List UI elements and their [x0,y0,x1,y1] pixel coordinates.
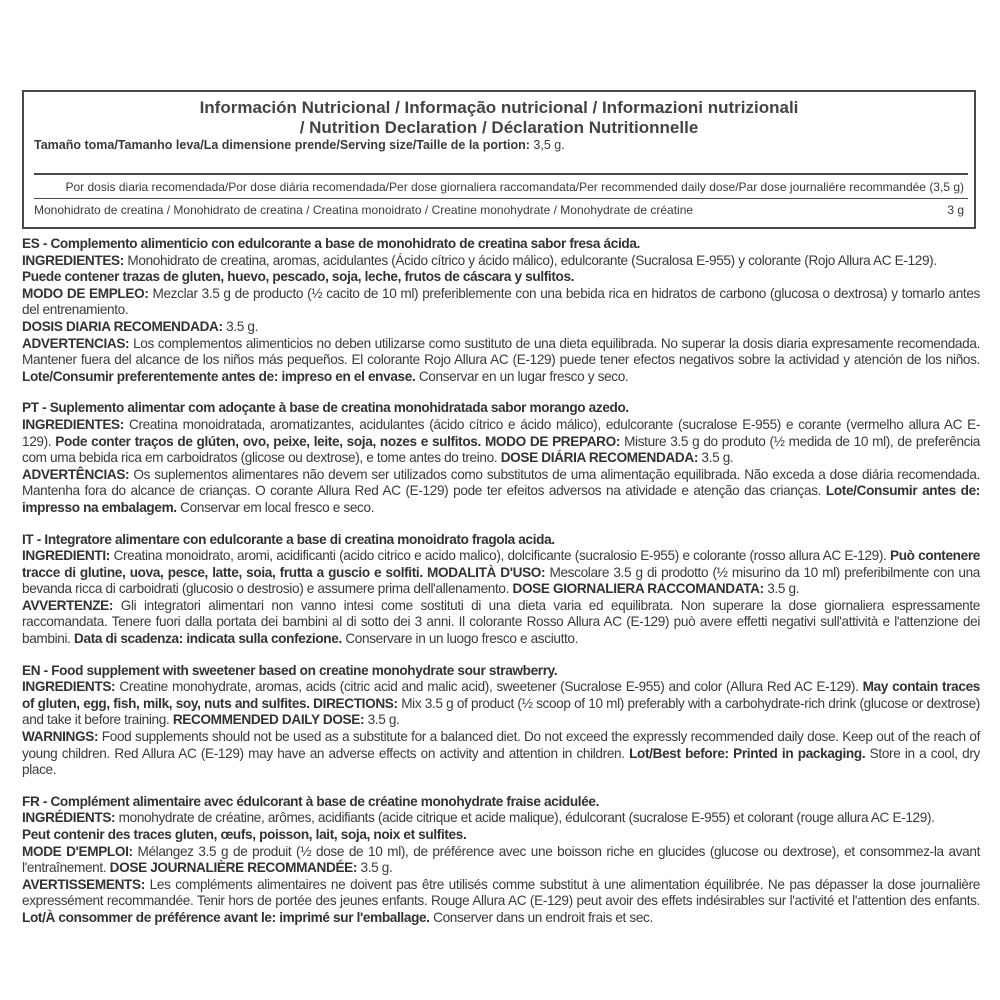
directions-text: Mezclar 3.5 g de producto (½ cacito de 10 ml) preferiblemente con una bebida rica en hidratos de carbono (glucosa o dextrosa) y tomarlo antes del entrenamiento. [22,285,981,318]
allergens-text: Può contenere tracce di glutine, uova, pesce, latte, soia, frutta a guscio e solfiti. [22,548,980,580]
allergens-text: May contain traces of gluten, egg, fish, milk, soy, nuts and sulfites. [22,679,980,711]
storage-text: Conservar en un lugar fresco y seco. [415,368,629,384]
warnings-text: Gli integratori alimentari non vanno intesi come sostituti di una dieta varia ed equilibrata. Non superare la dose giornaliera espressamente raccomandata. Tenere fuori dalla portata dei bambini al di sotto dei 3 anni. Il colorante Rosso Allura AC (E-129) può avere effetti negativi sull'attività e l'attenzione dei bambini. [22,597,980,647]
ingredients-label: INGREDIENTI: [22,548,110,564]
storage-text: Conserver dans un endroit frais et sec. [429,909,653,925]
warnings-label: ADVERTÊNCIAS: [22,466,130,482]
warnings-text: Food supplements should not be used as a substitute for a balanced diet. Do not exceed the expressly recommended daily dose. Keep out of the reach of young children. Red Allura AC (E-129) may have an adverse effects on activity and attention in children. [22,729,980,761]
allergens-text: Puede contener trazas de gluten, huevo, pescado, soja, leche, frutos de cáscara y sulfitos. [22,269,575,285]
ingredients-label: INGREDIENTS: [22,679,116,695]
directions-label: MODO DE EMPLEO: [22,285,149,301]
section-it [22,532,980,648]
dose-label: DOSIS DIARIA RECOMENDADA: [22,318,223,334]
per-dose-header: Por dosis diaria recomendada/Por dose diária recomendada/Per dose giornaliera raccomandata/Per recommended daily dose/Par dose journaliére recommandée (3,5 g) [65,180,964,194]
storage-text: Conservar em local fresco e seco. [176,499,375,515]
ingredients-label: INGREDIENTES: [22,416,124,432]
section-en [22,663,980,779]
nutrition-title-line2: / Nutrition Declaration / Déclaration Nutritionnelle [299,118,699,137]
warnings-label: AVVERTENZE: [22,597,114,613]
lot-text: Data di scadenza: indicata sulla confezione. [74,631,342,647]
serving-size-label: Tamaño toma/Tamanho leva/La dimensione prende/Serving size/Taille de la portion: [34,138,530,152]
ingredients-label: INGRÉDIENTS: [22,810,116,826]
ingredients-text: Creatina monoidratada, aromatizantes, acidulantes (ácido cítrico e ácido málico), edulcorante (sucralose E-955) e corante (vermelho allura AC E-129). [22,416,980,449]
lot-text: Lote/Consumir antes de: impresso na embalagem. [22,483,980,515]
warnings-label: ADVERTENCIAS: [22,335,130,351]
warnings-label: WARNINGS: [22,729,99,745]
directions-text: Mix 3.5 g of product (½ scoop of 10 ml) preferably with a carbohydrate-rich drink (glucose or dextrose) and take it before training. [22,695,980,728]
section-title: IT - Integratore alimentare con edulcorante a base di creatina monoidrato fragola acida. [22,531,555,547]
dose-label: DOSE GIORNALIERA RACCOMANDATA: [512,581,764,597]
storage-text: Store in a cool, dry place. [22,745,980,778]
lot-text: Lot/Best before: Printed in packaging. [629,745,866,761]
directions-text: Misture 3.5 g do produto (½ medida de 10 ml), de preferência com uma bebida rica em carboidratos (glicose ou dextrose), e tome antes do treino. [22,433,981,466]
ingredients-text: Creatine monohydrate, aromas, acids (citric acid and malic acid), sweetener (Sucralose E-955) and color (Allura Red AC E-129). [115,679,863,695]
nutrient-name: Monohidrato de creatina / Monohidrato de creatina / Creatina monoidrato / Creatine monohydrate / Monohydrate de créatine [34,203,694,217]
table-divider-thin [34,198,968,199]
nutrition-table [22,90,976,229]
dose-text: 3.5 g. [763,581,800,597]
warnings-text: Los complementos alimenticios no deben utilizarse como sustituto de una dieta equilibrada. No superar la dosis diaria expresamente recomendada. Mantener fuera del alcance de los niños más pequeños. El colorante Rojo Allura AC (E-129) puede tener efectos negativos sobre la actividad y atención de los niños. [22,335,980,368]
warnings-label: AVERTISSEMENTS: [22,876,145,892]
serving-size [34,138,565,152]
directions-text: Mescolare 3.5 g di prodotto (½ misurino da 10 ml) preferibilmente con una bevanda ricca di carboidrati (glucosio o destrosio) e assumere prima dell'allenamento. [22,564,980,597]
lot-text: Lote/Consumir preferentemente antes de: impreso en el envase. [22,368,416,384]
section-title: ES - Complemento alimenticio con edulcorante a base de monohidrato de creatina sabor fresa ácida. [22,236,640,251]
table-divider-thick [34,173,968,175]
directions-label: MODO DE PREPARO: [480,433,621,449]
ingredients-label: INGREDIENTES: [22,252,124,268]
directions-label: MODALITÀ D'USO: [422,564,546,580]
dose-text: 3.5 g. [357,860,393,876]
section-title: FR - Complément alimentaire avec édulcorant à base de créatine monohydrate fraise acidulée. [22,793,600,809]
section-pt [22,400,980,516]
directions-label: MODE D'EMPLOI: [22,843,133,859]
dose-label: RECOMMENDED DAILY DOSE: [172,712,365,728]
section-title: EN - Food supplement with sweetener based on creatine monohydrate sour strawberry. [22,662,558,678]
nutrient-amount: 3 g [947,203,964,217]
serving-size-value: 3,5 g. [529,138,565,152]
storage-text: Conservare in un luogo fresco e asciutto. [341,631,579,647]
dose-label: DOSE DIÁRIA RECOMENDADA: [500,450,698,466]
ingredients-text: Creatina monoidrato, aromi, acidificanti (acido citrico e acido malico), dolcificante (sucralosio E-955) e colorante (rosso allura AC E-129). [109,548,891,564]
allergens-text: Peut contenir des traces gluten, œufs, poisson, lait, soja, noix et sulfites. [22,827,467,842]
lot-text: Lot/À consommer de préférence avant le: imprimé sur l'emballage. [22,909,430,925]
warnings-text: Os suplementos alimentares não devem ser utilizados como substitutos de uma alimentação equilibrada. Não exceda a dose diária recomendada. Mantenha fora do alcance de crianças. O corante Allura Red AC (E-129) pode ter efeitos adversos na atividade e atenção das crianças. [22,466,980,499]
ingredients-text: monohydrate de créatine, arômes, acidifiants (acide citrique et acide malique), édulcorant (sucralose E-955) et colorant (rouge allura AC E-129). [115,810,935,826]
dose-text: 3.5 g. [364,712,400,728]
section-title: PT - Suplemento alimentar com adoçante à base de creatina monohidratada sabor morango azedo. [22,400,629,416]
nutrition-title-line1: Información Nutricional / Informação nutricional / Informazioni nutrizionali [199,98,799,117]
dose-text: 3.5 g. [698,450,734,466]
language-sections [22,236,980,942]
dose-label: DOSE JOURNALIÈRE RECOMMANDÉE: [109,860,358,876]
allergens-text: Pode conter traços de glúten, ovo, peixe, leite, soja, nozes e sulfitos. [55,433,481,449]
directions-text: Mélangez 3.5 g de produit (½ dose de 10 ml), de préférence avec une boisson riche en glucides (glucose ou dextrose), et consommez-la avant l'entraînement. [22,843,980,876]
directions-label: DIRECTIONS: [309,695,398,711]
dose-text: 3.5 g. [222,318,259,334]
ingredients-text: Monohidrato de creatina, aromas, acidulantes (Ácido cítrico y ácido málico), edulcorante (Sucralosa E-955) y colorante (Rojo Allura AC E-129). [123,252,937,268]
section-fr [22,794,980,927]
section-es [22,236,980,385]
warnings-text: Les compléments alimentaires ne doivent pas être utilisés comme substitut à une alimentation équilibrée. Ne pas dépasser la dose journalière expressément recommandée. Tenir hors de portée des jeunes enfants. Rouge Allura AC (E-129) peut avoir des effets indésirables sur l'activité et l'attention des enfants. [22,876,980,909]
